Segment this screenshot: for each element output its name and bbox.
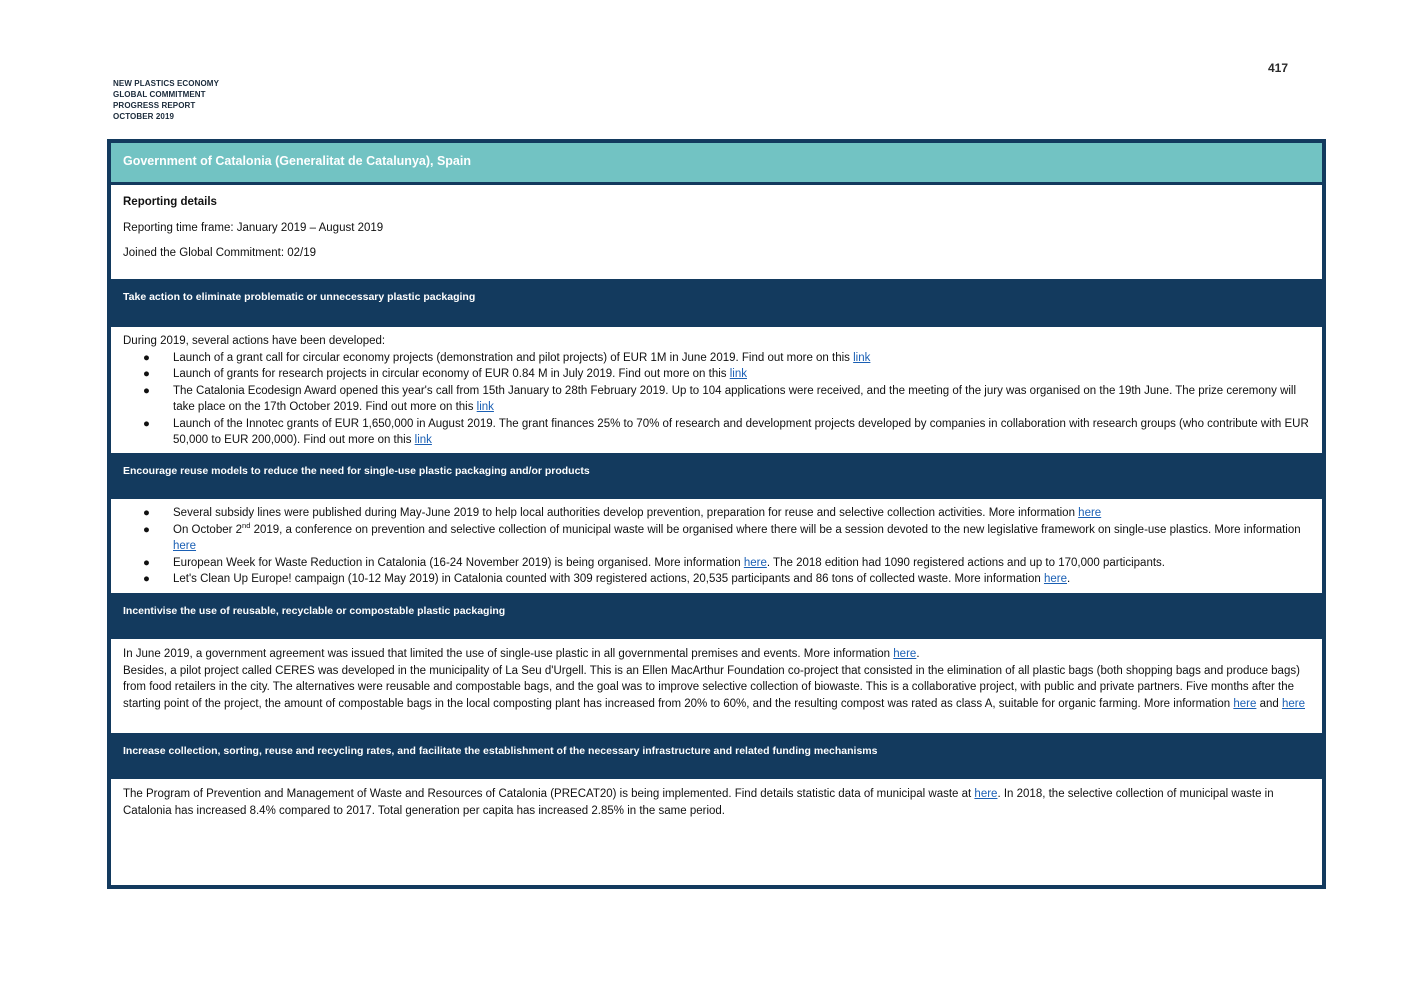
section-body-incentivise: [123, 646, 1313, 712]
link[interactable]: here: [173, 540, 197, 552]
link[interactable]: link: [476, 401, 494, 413]
section-heading: Increase collection, sorting, reuse and recycling rates, and facilitate the establishment of the necessary infrastructure and related funding mechanisms: [123, 745, 878, 757]
list-item: ● European Week for Waste Reduction in Catalonia (16-24 November 2019) is being organised. More information here. The 2018 edition had 1090 registered actions and up to 170,000 participants.: [123, 555, 1313, 572]
section-header-collection: [111, 733, 1322, 779]
bullet-icon: ●: [143, 556, 150, 569]
section-heading: Incentivise the use of reusable, recyclable or compostable plastic packaging: [123, 605, 506, 617]
section-heading: Take action to eliminate problematic or unnecessary plastic packaging: [123, 291, 476, 303]
bullet-icon: ●: [143, 384, 150, 397]
report-header-line: GLOBAL COMMITMENT: [113, 90, 206, 99]
link[interactable]: link: [414, 434, 432, 446]
link[interactable]: here: [1281, 697, 1305, 710]
report-header-line: PROGRESS REPORT: [113, 101, 196, 110]
bullet-icon: ●: [143, 523, 150, 536]
section-body-collection: [123, 786, 1313, 819]
page-number: 417: [1268, 61, 1289, 75]
list-item: ● Launch of a grant call for circular economy projects (demonstration and pilot projects) of EUR 1M in June 2019. Find out more on this link: [123, 350, 1313, 367]
link[interactable]: here: [974, 788, 998, 800]
bullet-icon: ●: [143, 573, 150, 585]
list-item: ● Several subsidy lines were published during May-June 2019 to help local authorities develop prevention, preparation for reuse and selective collection activities. More information here: [123, 505, 1313, 522]
section-header-eliminate: [111, 279, 1322, 327]
report-header: [113, 78, 219, 122]
link[interactable]: link: [729, 368, 748, 380]
report-header-line: OCTOBER 2019: [113, 112, 175, 121]
list-item: ● Let's Clean Up Europe! campaign (10-12 May 2019) in Catalonia counted with 309 registered actions, 20,535 participants and 86 tons of collected waste. More information here.: [123, 571, 1313, 588]
reporting-details: [123, 194, 1313, 262]
reporting-time-frame: Reporting time frame: January 2019 – August 2019: [123, 221, 384, 234]
link[interactable]: here: [743, 556, 767, 569]
bullet-icon: ●: [143, 507, 150, 519]
reporting-heading: Reporting details: [123, 196, 217, 208]
bullet-icon: ●: [143, 368, 150, 380]
list-item: ● Launch of grants for research projects in circular economy of EUR 0.84 M in July 2019. Find out more on this link: [123, 366, 1313, 383]
list-item: ● Launch of the Innotec grants of EUR 1,650,000 in August 2019. The grant finances 25% to 70% of research and development projects developed by companies in collaboration with research groups (who contribute with EUR 50,000 to EUR 200,000). Find out more on this link: [143, 417, 1309, 446]
commitment-table: [107, 139, 1326, 889]
link[interactable]: link: [853, 351, 871, 364]
bullet-list: [123, 505, 1313, 588]
bullet-list: [123, 350, 1313, 449]
paragraph: In June 2019, a government agreement was issued that limited the use of single-use plastic in all governmental premises and events. More information here.: [123, 648, 920, 660]
list-item: ● The Catalonia Ecodesign Award opened this year's call from 15th January to 28th February 2019. Up to 104 applications were received, and the meeting of the jury was organised on the 19th June. The prize ceremony will take place on the 17th October 2019. Find out more on this link: [143, 384, 1297, 413]
list-item: ● On October 2nd 2019, a conference on prevention and selective collection of municipal waste will be organised where there will be a session devoted to the new legislative framework on single-use plastics. More information here: [143, 520, 1301, 552]
link[interactable]: here: [1043, 573, 1067, 585]
link[interactable]: here: [893, 648, 917, 660]
joined-date: Joined the Global Commitment: 02/19: [123, 247, 317, 259]
section-intro: During 2019, several actions have been developed:: [123, 335, 386, 347]
report-header-line: NEW PLASTICS ECONOMY: [113, 79, 220, 88]
paragraph: Besides, a pilot project called CERES was developed in the municipality of La Seu d'Urgell. This is an Ellen MacArthur Foundation co-project that consisted in the elimination of all plastic bags (both shopping bags and produce bags) from food retailers in the city. The alternatives were reusable and compostable bags, and the goal was to improve selective collection of biowaste. This is a collaborative project, with public and private partners. Five months after the starting point of the project, the amount of compostable bags in the local composting plant has increased from 20% to 60%, and the resulting compost was rated as class A, suitable for organic farming. More information here and here: [123, 664, 1305, 710]
link[interactable]: here: [1078, 507, 1102, 519]
section-header-incentivise: [111, 593, 1322, 639]
section-body-eliminate: [123, 333, 1313, 449]
section-body-reuse: [123, 505, 1313, 588]
link[interactable]: here: [1233, 697, 1257, 710]
paragraph: The Program of Prevention and Management of Waste and Resources of Catalonia (PRECAT20) is being implemented. Find details statistic data of municipal waste at here. In 2018, the selective collection of municipal waste in Catalonia has increased 8.4% compared to 2017. Total generation per capita has increased 2.85% in the same period.: [123, 788, 1274, 817]
bullet-icon: ●: [143, 351, 150, 364]
title-band: [111, 143, 1322, 185]
bullet-icon: ●: [143, 417, 150, 430]
section-heading: Encourage reuse models to reduce the need for single-use plastic packaging and/or products: [123, 465, 590, 477]
section-header-reuse: [111, 453, 1322, 499]
page-title: Government of Catalonia (Generalitat de Catalunya), Spain: [123, 154, 471, 168]
